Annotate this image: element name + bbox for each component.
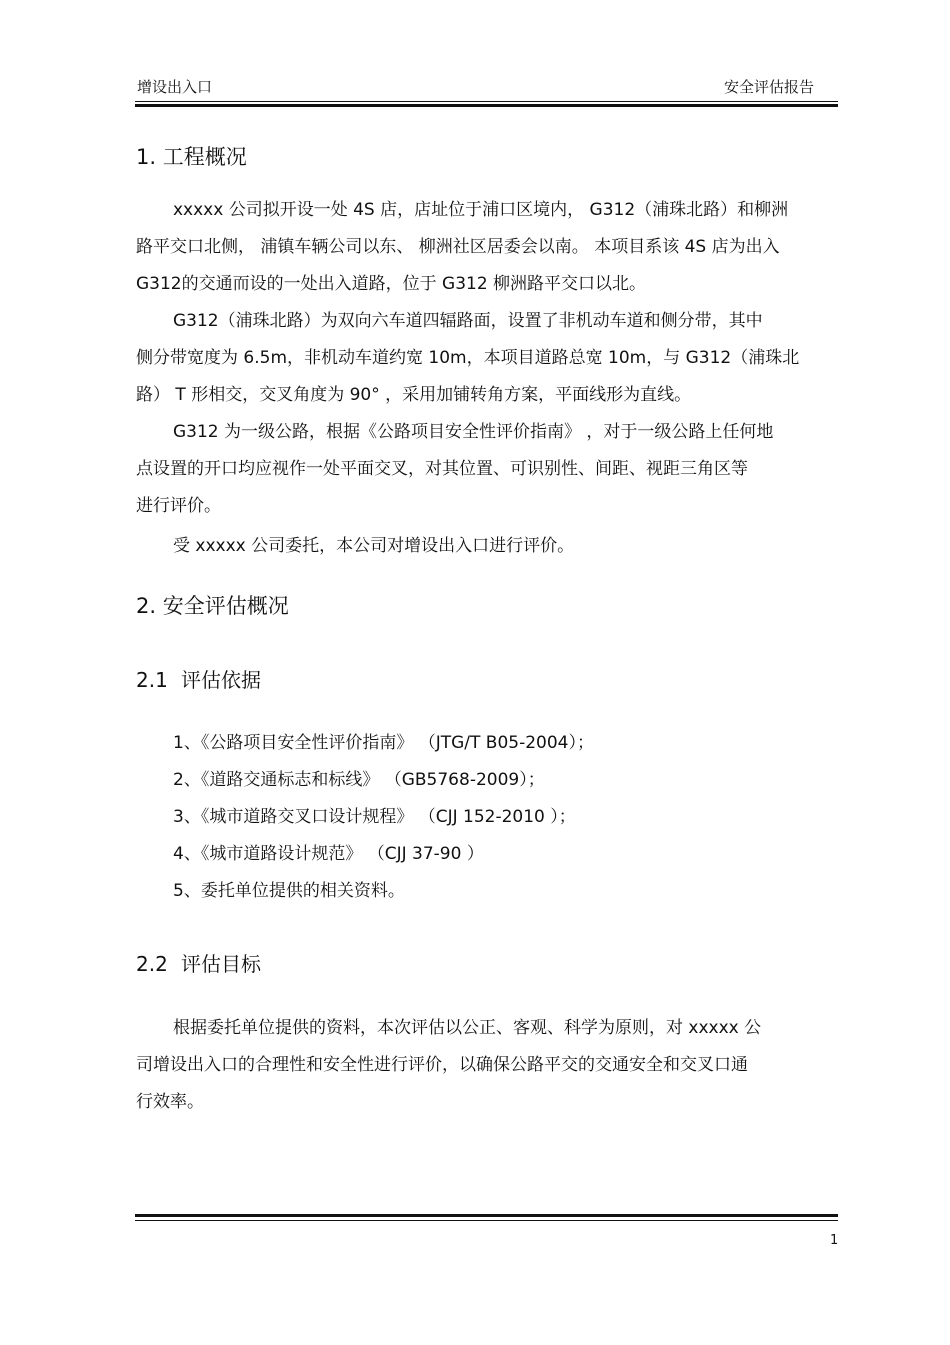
section-1-paragraph-1 — [136, 192, 826, 303]
section-2-1-title: 评估依据 — [181, 668, 261, 692]
list-item: 1、《公路项目安全性评价指南》 （JTG/T B05-2004）； — [173, 733, 594, 753]
paragraph-line: G312（浦珠北路）为双向六车道四辐路面，设置了非机动车道和侧分带，其中 — [173, 311, 763, 331]
page-number: 1 — [830, 1233, 839, 1248]
list-item: 3、《城市道路交叉口设计规程》 （CJJ 152-2010 ）； — [173, 807, 576, 827]
header-rule-thin — [135, 101, 838, 102]
section-2-title: 2. 安全评估概况 — [136, 594, 289, 618]
section-2-2-title: 评估目标 — [181, 952, 261, 976]
section-1-paragraph-3 — [136, 414, 826, 525]
section-1-paragraph-2 — [136, 303, 826, 414]
section-2-1-heading — [136, 664, 261, 693]
list-item: 4、《城市道路设计规范》 （CJJ 37-90 ） — [173, 844, 484, 864]
list-item: 5、委托单位提供的相关资料。 — [173, 881, 405, 901]
paragraph-line: xxxxx 公司拟开设一处 4S 店，店址位于浦口区境内， G312（浦珠北路）和柳洲 — [173, 200, 789, 220]
section-1-paragraph-4 — [136, 528, 826, 565]
paragraph-line: 路平交口北侧， 浦镇车辆公司以东、 柳洲社区居委会以南。 本项目系该 4S 店为出入 — [136, 237, 780, 257]
section-1-title: 1. 工程概况 — [136, 145, 247, 169]
footer-rule-thin — [135, 1220, 838, 1221]
footer-rule-thick — [135, 1214, 838, 1217]
list-item: 2、《道路交通标志和标线》 （GB5768-2009）； — [173, 770, 545, 790]
section-2-2-heading — [136, 948, 261, 977]
paragraph-line: 进行评价。 — [136, 496, 221, 516]
paragraph-line: 受 xxxxx 公司委托，本公司对增设出入口进行评价。 — [173, 536, 575, 556]
header-left-title: 增设出入口 — [137, 78, 213, 96]
section-2-2-paragraph — [136, 1010, 826, 1121]
section-2-1-number: 2.1 — [136, 668, 168, 692]
paragraph-line: 行效率。 — [136, 1092, 204, 1112]
header-right-title: 安全评估报告 — [723, 78, 814, 96]
basis-list — [173, 725, 594, 910]
paragraph-line: 点设置的开口均应视作一处平面交叉，对其位置、可识别性、间距、视距三角区等 — [136, 459, 748, 479]
paragraph-line: 司增设出入口的合理性和安全性进行评价，以确保公路平交的交通安全和交叉口通 — [136, 1055, 748, 1075]
paragraph-line: G312的交通而设的一处出入道路，位于 G312 柳洲路平交口以北。 — [136, 274, 647, 294]
paragraph-line: 路） T 形相交，交叉角度为 90° ，采用加铺转角方案，平面线形为直线。 — [136, 385, 692, 405]
paragraph-line: G312 为一级公路，根据《公路项目安全性评价指南》 ，对于一级公路上任何地 — [173, 422, 774, 442]
paragraph-line: 侧分带宽度为 6.5m，非机动车道约宽 10m，本项目道路总宽 10m，与 G312（浦珠北 — [136, 348, 800, 368]
header-rule-thick — [135, 104, 838, 107]
section-2-2-number: 2.2 — [136, 952, 168, 976]
paragraph-line: 根据委托单位提供的资料，本次评估以公正、客观、科学为原则，对 xxxxx 公 — [173, 1018, 762, 1038]
